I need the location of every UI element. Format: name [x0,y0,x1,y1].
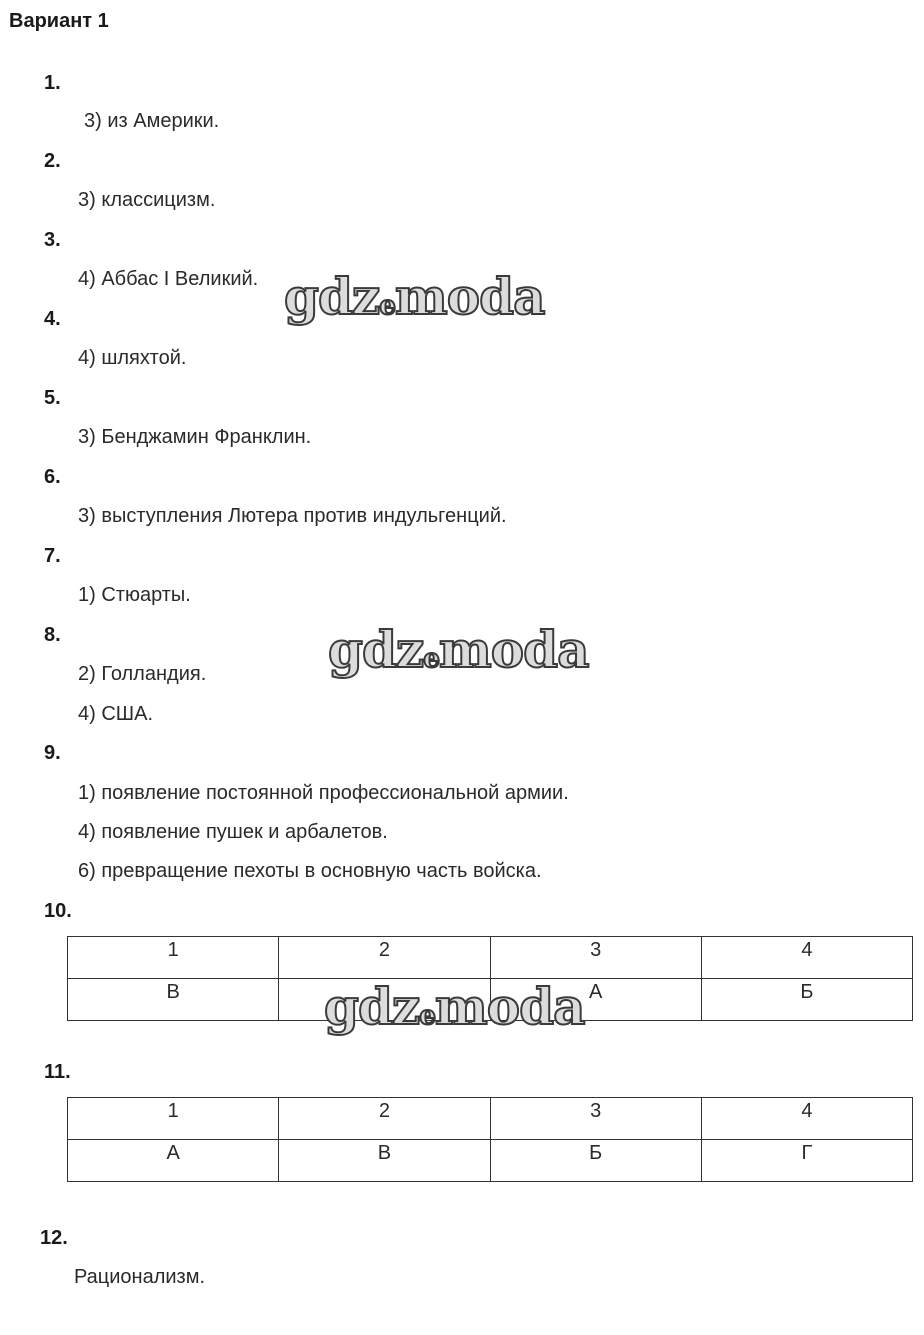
page-title: Вариант 1 [9,10,109,32]
watermark-logo [328,620,589,679]
question-number: 3. [44,229,61,251]
watermark-right: moda [394,267,545,326]
table-cell: А [490,979,701,1021]
table-cell: 3 [490,937,701,979]
answer-text: 3) из Америки. [84,110,220,132]
table-row [68,1140,913,1182]
table-cell: В [68,979,279,1021]
answer-text: 1) Стюарты. [78,584,191,606]
question-number: 2. [44,150,61,172]
table-cell: Б [701,979,912,1021]
question-number: 7. [44,545,61,567]
question-number: 11. [44,1061,71,1083]
answer-text: 6) превращение пехоты в основную часть войска. [78,860,542,882]
watermark-right: moda [438,620,589,679]
table-cell: 2 [279,1098,490,1140]
answer-text: 3) Бенджамин Франклин. [78,426,312,448]
table-cell: В [279,1140,490,1182]
watermark-logo [324,977,585,1036]
question-number: 10. [44,900,72,922]
question-number: 4. [44,308,61,330]
answer-text: 4) шляхтой. [78,347,187,369]
table-cell: 1 [68,937,279,979]
question-number: 1. [44,72,61,94]
table-cell: Б [490,1140,701,1182]
table-cell: 4 [701,937,912,979]
watermark-left: gdz [328,620,424,679]
watermark-dot: e [419,1001,435,1031]
answer-text: 3) выступления Лютера против индульгенций. [78,505,507,527]
question-number: 8. [44,624,61,646]
watermark-left: gdz [324,977,420,1036]
question-number: 9. [44,742,61,764]
answer-text: 1) появление постоянной профессиональной армии. [78,782,569,804]
watermark-dot: e [423,644,439,674]
answer-text: 4) Аббас I Великий. [78,268,259,290]
table-cell: 2 [279,937,490,979]
question-number: 6. [44,466,61,488]
answer-text: Рационализм. [74,1266,206,1288]
question-number: 5. [44,387,61,409]
watermark-logo [284,267,545,326]
table-cell: Г [701,1140,912,1182]
answer-table [67,1097,913,1182]
table-cell: 4 [701,1098,912,1140]
watermark-dot: e [379,291,395,321]
table-header-row [68,937,913,979]
table-header-row [68,1098,913,1140]
table-cell: А [68,1140,279,1182]
answer-text: 4) США. [78,703,154,725]
table-cell: 3 [490,1098,701,1140]
watermark-left: gdz [284,267,380,326]
table-cell: 1 [68,1098,279,1140]
answer-text: 4) появление пушек и арбалетов. [78,821,388,843]
answer-text: 3) классицизм. [78,189,216,211]
question-number: 12. [40,1227,68,1249]
watermark-right: moda [434,977,585,1036]
answer-text: 2) Голландия. [78,663,207,685]
